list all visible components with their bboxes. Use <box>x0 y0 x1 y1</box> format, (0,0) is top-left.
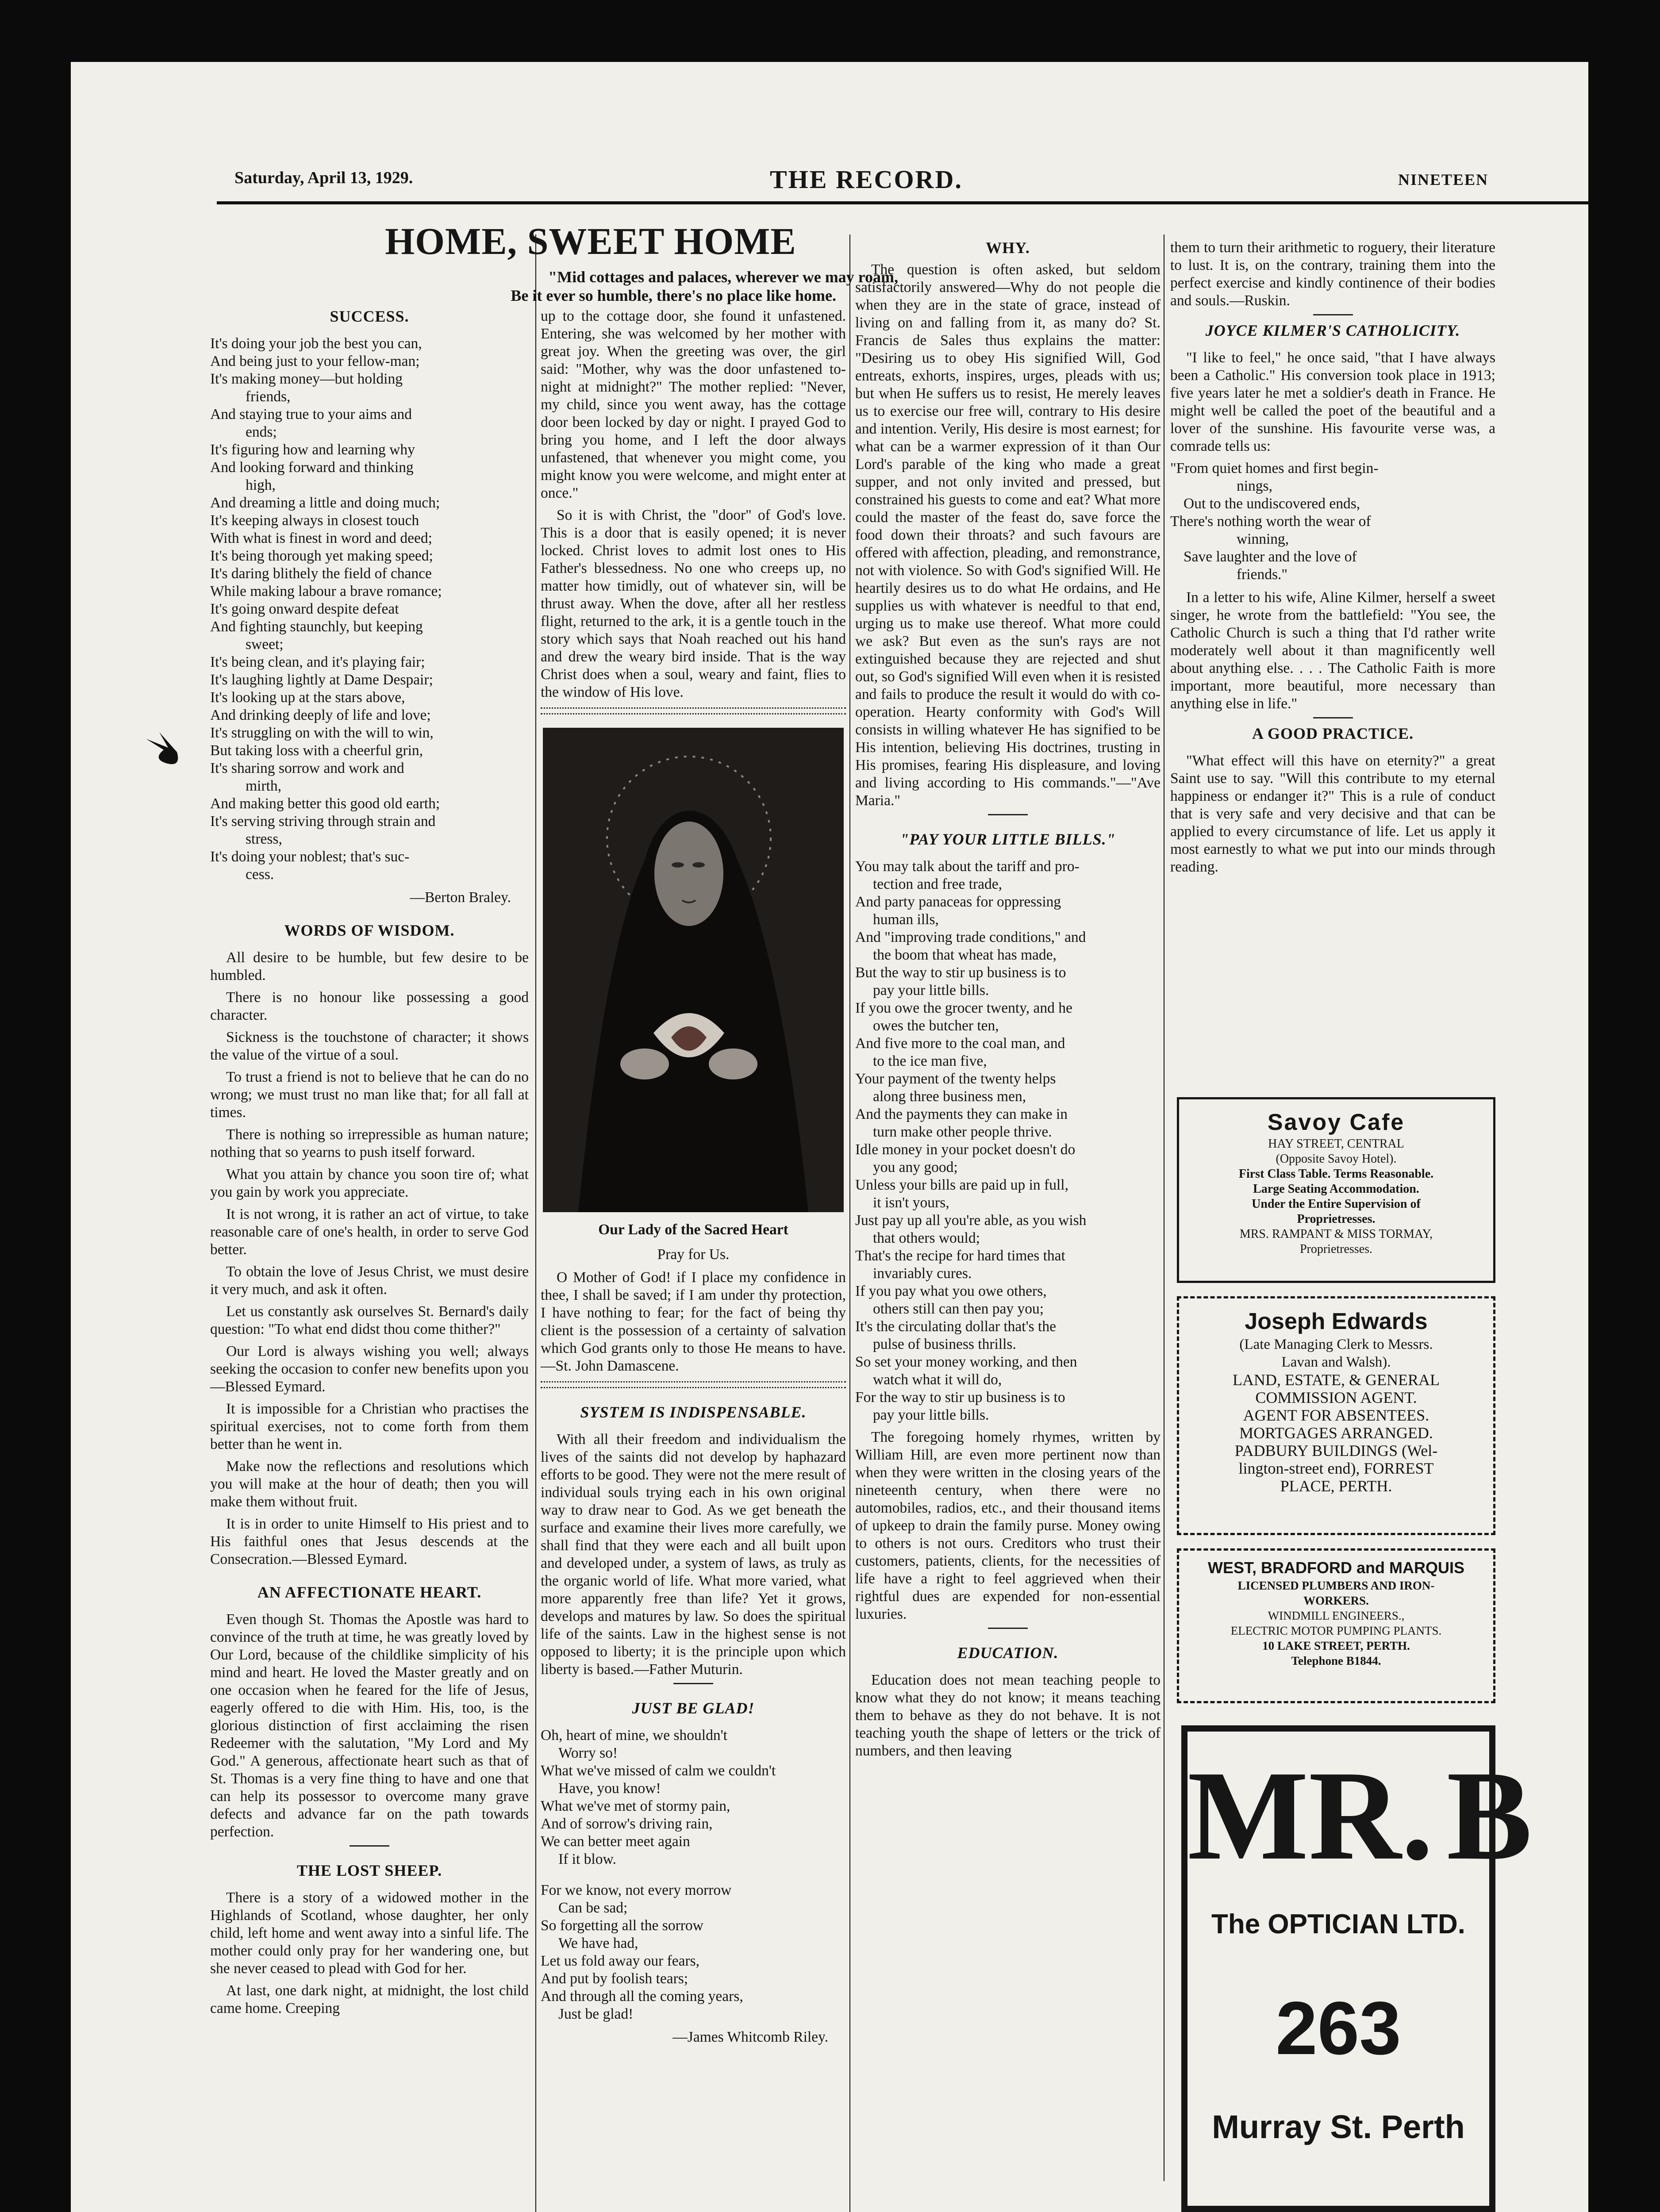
poem-line: And put by foolish tears; <box>541 1970 688 1987</box>
ad-line: MORTGAGES ARRANGED. <box>1239 1424 1433 1442</box>
poem-line: It's the circulating dollar that's the <box>855 1318 1056 1335</box>
poem-line: Just be glad! <box>558 2006 634 2022</box>
poem-line: to the ice man five, <box>873 1053 987 1069</box>
poem-line: the boom that wheat has made, <box>873 947 1057 963</box>
kilmer-para: In a letter to his wife, Aline Kilmer, herself a sweet singer, he wrote from the battlefield: "You see, the Catholic Church is such a thing that I'd rather write moderately well about it than magnificently well about anything else. . . . The Catholic Faith is more important, more beautiful, more necessary than anything else in life." <box>1170 589 1495 712</box>
system-body: With all their freedom and individualism the lives of the saints did not develop by haphazard efforts to be good. They were not the mere result of individual souls trying each in his own original way to draw near to God. As we get beneath the surface and examine their lives more carefully, we shall find that they were each and all built upon and developed under, a system of laws, as truly as the organic world of life. What more varied, what more apparently free than life? Yet it grows, develops and matures by law. So does the spiritual life of the saints. Law in the highest sense is not opposed to liberty; it is the principle upon which liberty is based.—Father Muturin. <box>541 1431 846 1678</box>
poem-line: Idle money in your pocket doesn't do <box>855 1141 1076 1158</box>
title-verse-line: "Mid cottages and palaces, wherever we may roam, <box>548 268 898 286</box>
paper-name: THE RECORD. <box>770 165 963 194</box>
wisdom-heading: WORDS OF WISDOM. <box>284 922 455 939</box>
column-3 <box>855 239 1160 1764</box>
poem-line: watch what it will do, <box>873 1371 1002 1388</box>
poem-line: Worry so! <box>558 1745 618 1761</box>
mr-b-optician-ad <box>1181 1725 1533 2212</box>
success-poem <box>210 335 529 883</box>
wisdom-para: Sickness is the touchstone of character; it shows the value of the virtue of a soul. <box>210 1029 529 1063</box>
section-rule <box>541 1381 846 1388</box>
poem-line: high, <box>246 477 276 493</box>
west-bradford-ad <box>1177 1548 1495 1703</box>
wisdom-body <box>210 949 529 1568</box>
why-body: The question is often asked, but seldom satisfactorily answered—Why do not people die when they are in the state of grace, instead of living on and falling from it, as many do? St. Francis de Sales thus explains the matter: "Desiring us to obey His signified Will, God entreats, exhorts, inspires, urges, pleads with us; but when He suffers us to resist, He merely leaves us to exercise our free will, contrary to His desire and intention. Verily, His desire is most earnest; for what can be a warmer expression of it than Our Lord's parable of the king who made a great supper, and not only invited and pressed, but constrained his guests to come and eat? What more could the master of the feast do, save force the food down their throats? and such favours are offered with affection, pleading, and remonstrance, not with violence. So with God's signified Will. He heartily desires us to do what He ordains, and He supplies us with whatever is needful to that end, urging us to make use thereof. What more could we ask? But even as the sun's rays are not extinguished because they are rejected and shut out, so God's signified Will even when it is resisted and fails to produce the result it would do with co-operation. Hearty conformity with God's Will consists in willing whatever He has signified to be His intention, believing His doctrines, trusting in His promises, fearing His displeasure, and loving and living according to His commands."—"Ave Maria." <box>855 261 1160 809</box>
glad-signature: —James Whitcomb Riley. <box>672 2029 828 2045</box>
title-verse <box>279 268 898 305</box>
newspaper-page <box>71 62 1588 2212</box>
poem-line: human ills, <box>873 911 939 928</box>
ad-line: First Class Table. Terms Reasonable. <box>1238 1167 1434 1181</box>
bills-poem <box>855 858 1160 1424</box>
poem-line: And "improving trade conditions," and <box>855 929 1086 945</box>
sheep-para: So it is with Christ, the "door" of God's love. This is a door that is easily opened; it is never locked. Christ loves to admit lost ones to His Father's blessedness. No one who creeps up, no matter how timidly, out of whatever sin, will be thrust away. When the dove, after all her restless flight, returned to the ark, it is a gentle touch in the story which says that Noah reached out his hand and drew the weary bird inside. That is the way Christ does when a soul, weary and faint, flies to the window of His love. <box>541 507 846 700</box>
poem-line: So forgetting all the sorrow <box>541 1917 703 1934</box>
poem-line: If it blow. <box>558 1851 616 1867</box>
poem-line: mirth, <box>246 778 281 794</box>
poem-line: It's struggling on with the will to win, <box>210 725 434 741</box>
ad-line: WINDMILL ENGINEERS., <box>1268 1609 1405 1622</box>
sheep-para: There is a story of a widowed mother in the Highlands of Scotland, whose daughter, her only child, left home and went away into a sinful life. The mother could only pray for her wandering one, but she never ceased to plead with God for her. <box>210 1889 529 1977</box>
masthead-rule <box>217 201 1588 204</box>
savoy-cafe-ad <box>1177 1097 1495 1283</box>
ad-line: Proprietresses. <box>1299 1242 1373 1256</box>
poem-line: If you owe the grocer twenty, and he <box>855 1000 1072 1016</box>
poem-line: With what is finest in word and deed; <box>210 530 432 546</box>
wisdom-para: To obtain the love of Jesus Christ, we must desire it very much, and ask it often. <box>210 1263 529 1298</box>
page-title: HOME, SWEET HOME <box>385 220 796 262</box>
ad-name: WEST, BRADFORD and MARQUIS <box>1208 1559 1464 1577</box>
kilmer-para: "I like to feel," he once said, "that I have always been a Catholic." His conversion took place in 1913; five years later he met a soldier's death in France. He might well be called the poet of the beautiful and a lover of the sunshine. His favourite verse was, a comrade tells us: <box>1170 349 1495 454</box>
column-2 <box>541 307 846 2055</box>
ad-line: Telephone B1844. <box>1291 1654 1381 1667</box>
practice-body: "What effect will this have on eternity?" a great Saint use to say. "Will this contribute to my eternal happiness or endanger it?" This is a rule of conduct that is very safe and very decisive and that can be applied to every circumstance of life. Let us apply it most earnestly to what we put into our minds through reading. <box>1170 753 1495 875</box>
column-4 <box>1170 239 1495 880</box>
poem-line: you any good; <box>873 1159 958 1175</box>
poem-line: Let us fold away our fears, <box>541 1953 700 1969</box>
column-divider <box>535 234 536 2212</box>
poem-line: It's doing your noblest; that's suc- <box>210 849 410 865</box>
poem-line: For the way to stir up business is to <box>855 1389 1065 1406</box>
poem-line: If you pay what you owe others, <box>855 1283 1047 1299</box>
ad-line: Murray St. Perth <box>1212 2108 1465 2145</box>
practice-heading: A GOOD PRACTICE. <box>1252 725 1414 742</box>
ad-line: (Opposite Savoy Hotel). <box>1276 1152 1397 1166</box>
success-signature: —Berton Braley. <box>410 889 511 906</box>
poem-line: pay your little bills. <box>873 982 989 998</box>
poem-line: invariably cures. <box>873 1265 972 1282</box>
poem-line: It's sharing sorrow and work and <box>210 760 404 776</box>
poem-line: It's daring blithely the field of chance <box>210 565 432 582</box>
ad-logo-b: B <box>1446 1744 1533 1886</box>
ad-line: Proprietresses. <box>1297 1212 1376 1226</box>
poem-line: ends; <box>246 424 277 440</box>
wisdom-para: Let us constantly ask ourselves St. Bernard's daily question: "To what end didst thou come thither?" <box>210 1303 529 1337</box>
ad-line: Lavan and Walsh). <box>1281 1354 1391 1370</box>
ad-logo-mr: MR. <box>1187 1744 1433 1886</box>
page-number: NINETEEN <box>1398 171 1489 188</box>
why-heading: WHY. <box>986 239 1030 257</box>
ad-line: COMMISSION AGENT. <box>1255 1389 1417 1406</box>
poem-line: And staying true to your aims and <box>210 406 412 422</box>
poem-line: Just pay up all you're able, as you wish <box>855 1212 1087 1229</box>
section-rule <box>350 1845 389 1847</box>
poem-line: What we've missed of calm we couldn't <box>541 1763 776 1779</box>
poem-line: It's looking up at the stars above, <box>210 689 405 706</box>
education-body-continued: them to turn their arithmetic to roguery, their literature to lust. It is, on the contrary, training them into the perfect exercise and kindly continence of their bodies and souls.—Ruskin. <box>1170 239 1495 309</box>
poem-line: It's being clean, and it's playing fair; <box>210 654 425 670</box>
bills-commentary: The foregoing homely rhymes, written by William Hill, are even more pertinent now than when they were written in the closing years of the nineteenth century, when there were no automobiles, radios, etc., and their thousand items of upkeep to drain the family purse. Money owing to others is not ours. Creditors who trust their customers, patients, clients, for the necessities of life have a right to feel aggrieved when their rightful dues are expended for non-essential luxuries. <box>855 1429 1160 1622</box>
poem-line <box>541 1868 846 1882</box>
column-divider <box>849 234 850 2212</box>
wisdom-para: It is impossible for a Christian who practises the spiritual exercises, not to come forth from them better than he went in. <box>210 1401 529 1452</box>
poem-line: It's figuring how and learning why <box>210 442 415 458</box>
success-heading: SUCCESS. <box>330 307 409 325</box>
ad-line: PLACE, PERTH. <box>1280 1477 1392 1495</box>
poem-line: Oh, heart of mine, we shouldn't <box>541 1727 727 1743</box>
poem-line: What we've met of stormy pain, <box>541 1798 730 1814</box>
poem-line: It's laughing lightly at Dame Despair; <box>210 672 433 688</box>
poem-line: And being just to your fellow-man; <box>210 353 420 369</box>
poem-line: stress, <box>246 831 282 847</box>
poem-line: And five more to the coal man, and <box>855 1035 1065 1052</box>
poem-line: winning, <box>1237 531 1289 547</box>
picture-subcaption: Pray for Us. <box>657 1246 730 1263</box>
section-rule <box>541 707 846 714</box>
poem-line: tection and free trade, <box>873 876 1003 892</box>
ad-line: (Late Managing Clerk to Messrs. <box>1239 1336 1433 1352</box>
kilmer-heading: JOYCE KILMER'S CATHOLICITY. <box>1205 322 1460 339</box>
sheep-para: At last, one dark night, at midnight, the lost child came home. Creeping <box>210 1982 529 2016</box>
picture-caption: Our Lady of the Sacred Heart <box>598 1221 788 1238</box>
section-rule <box>673 1683 713 1684</box>
ad-line: Under the Entire Supervision of <box>1252 1197 1421 1211</box>
title-verse-line: Be it ever so humble, there's no place like home. <box>511 287 836 304</box>
poem-line: It's making money—but holding <box>210 371 403 387</box>
poem-line: While making labour a brave romance; <box>210 583 442 599</box>
education-body: Education does not mean teaching people to know what they do not know; it means teaching them to behave as they do not behave. It is not teaching youth the shape of letters or the trick of numbers, and then leaving <box>855 1672 1160 1759</box>
poem-line: But taking loss with a cheerful grin, <box>210 742 423 759</box>
poem-line: turn make other people thrive. <box>873 1124 1052 1140</box>
poem-line: Can be sad; <box>558 1900 628 1916</box>
poem-line: Out to the undiscovered ends, <box>1184 495 1360 512</box>
glad-heading: JUST BE GLAD! <box>632 1699 755 1717</box>
poem-line: It's serving striving through strain and <box>210 813 436 830</box>
poem-line: It's doing your job the best you can, <box>210 335 422 352</box>
ad-line: 10 LAKE STREET, PERTH. <box>1262 1639 1410 1652</box>
section-rule <box>1313 314 1353 315</box>
wisdom-para: To trust a friend is not to believe that he can do no wrong; we must trust no man like that; for all fall at times. <box>210 1069 529 1121</box>
poem-line: And fighting staunchly, but keeping <box>210 618 423 635</box>
wisdom-para: There is nothing so irrepressible as human nature; nothing that so yearns to push itself forward. <box>210 1126 529 1160</box>
ink-blot-icon <box>142 726 195 770</box>
poem-line: sweet; <box>246 636 284 653</box>
poem-line: Have, you know! <box>558 1780 661 1797</box>
education-heading: EDUCATION. <box>957 1644 1059 1662</box>
poem-line: And drinking deeply of life and love; <box>210 707 431 723</box>
ad-name: Joseph Edwards <box>1245 1309 1428 1334</box>
glad-poem <box>541 1727 846 2023</box>
section-rule <box>988 1628 1028 1629</box>
sheep-heading: THE LOST SHEEP. <box>296 1862 442 1879</box>
poem-line: cess. <box>246 866 274 883</box>
poem-line: We can better meet again <box>541 1833 690 1850</box>
poem-line: pay your little bills. <box>873 1407 989 1423</box>
poem-line: We have had, <box>558 1935 638 1951</box>
kilmer-verse <box>1170 460 1495 584</box>
sacred-heart-picture <box>543 728 844 1212</box>
ad-line: AGENT FOR ABSENTEES. <box>1243 1406 1429 1424</box>
poem-line: friends, <box>246 388 291 405</box>
wisdom-para: Our Lord is always wishing you well; always seeking the occasion to confer new benefits upon you—Blessed Eymard. <box>210 1343 529 1395</box>
poem-line: It's keeping always in closest touch <box>210 512 419 529</box>
wisdom-para: All desire to be humble, but few desire to be humbled. <box>210 949 529 983</box>
wisdom-para: It is not wrong, it is rather an act of virtue, to take reasonable care of one's health, in order to serve God better. <box>210 1206 529 1258</box>
poem-line: others still can then pay you; <box>873 1301 1044 1317</box>
poem-line: Unless your bills are paid up in full, <box>855 1177 1068 1193</box>
system-heading: SYSTEM IS INDISPENSABLE. <box>580 1403 807 1421</box>
ad-line: HAY STREET, CENTRAL <box>1268 1137 1404 1151</box>
madonna-icon <box>543 728 844 1212</box>
ad-line: LAND, ESTATE, & GENERAL <box>1232 1371 1440 1389</box>
poem-line: For we know, not every morrow <box>541 1882 732 1898</box>
ad-line: MRS. RAMPANT & MISS TORMAY, <box>1239 1227 1433 1241</box>
poem-line: You may talk about the tariff and pro- <box>855 858 1080 875</box>
ad-line: PADBURY BUILDINGS (Wel- <box>1234 1442 1438 1459</box>
wisdom-para: It is in order to unite Himself to His priest and to His faithful ones that Jesus descends at the Consecration.—Blessed Eymard. <box>210 1516 529 1567</box>
section-rule <box>988 814 1028 815</box>
wisdom-para: Make now the reflections and resolutions which you will make at the hour of death; then you will make them without fruit. <box>210 1458 529 1510</box>
ad-line: ELECTRIC MOTOR PUMPING PLANTS. <box>1230 1624 1442 1637</box>
ad-logo <box>1187 1744 1533 1886</box>
ad-line: The OPTICIAN LTD. <box>1211 1909 1466 1939</box>
poem-line: So set your money working, and then <box>855 1354 1077 1370</box>
poem-line: Save laughter and the love of <box>1184 549 1357 565</box>
poem-line: It's going onward despite defeat <box>210 601 399 617</box>
ad-name: Savoy Cafe <box>1267 1110 1405 1135</box>
sheep-para: up to the cottage door, she found it unfastened. Entering, she was welcomed by her mother with great joy. When the greeting was over, the girl said: "Mother, why was the door unfastened to-night at midnight?" The mother replied: "Never, my child, since you went away, has the cottage door been locked by day or night. I prayed God to bring you home, and I left the door always unfastened, that whenever you might come, you might know you were welcome, and might enter at once." <box>541 308 846 501</box>
wisdom-para: What you attain by chance you soon tire of; what you gain by work you appreciate. <box>210 1166 529 1200</box>
ad-line: LICENSED PLUMBERS AND IRON- <box>1237 1579 1435 1592</box>
ad-line: WORKERS. <box>1303 1594 1369 1607</box>
poem-line: "From quiet homes and first begin- <box>1170 460 1379 476</box>
poem-line: nings, <box>1237 478 1272 494</box>
poem-line: And the payments they can make in <box>855 1106 1068 1122</box>
section-rule <box>1313 717 1353 718</box>
poem-line: And dreaming a little and doing much; <box>210 495 440 511</box>
column-1 <box>210 307 529 2022</box>
poem-line: And party panaceas for oppressing <box>855 894 1061 910</box>
poem-line: It's being thorough yet making speed; <box>210 548 433 564</box>
poem-line: that others would; <box>873 1230 980 1246</box>
poem-line: owes the butcher ten, <box>873 1018 999 1034</box>
poem-line: pulse of business thrills. <box>873 1336 1016 1352</box>
prayer-text: O Mother of God! if I place my confidence in thee, I shall be saved; if I am under thy protection, I have nothing to fear; for the fact of being thy client is the possession of a certainty of salvation which God grants only to those He means to have.—St. John Damascene. <box>541 1269 846 1374</box>
ad-line: lington-street end), FORREST <box>1238 1459 1434 1477</box>
poem-line: friends." <box>1237 566 1288 583</box>
wisdom-para: There is no honour like possessing a good character. <box>210 989 529 1023</box>
bills-heading: "PAY YOUR LITTLE BILLS." <box>900 830 1116 848</box>
poem-line: And of sorrow's driving rain, <box>541 1816 713 1832</box>
poem-line: along three business men, <box>873 1088 1026 1105</box>
poem-line: it isn't yours, <box>873 1194 949 1211</box>
poem-line: And through all the coming years, <box>541 1988 743 2005</box>
ad-line: Large Seating Accommodation. <box>1253 1182 1419 1196</box>
heart-heading: AN AFFECTIONATE HEART. <box>257 1583 482 1601</box>
poem-line: And making better this good old earth; <box>210 795 440 812</box>
poem-line: Your payment of the twenty helps <box>855 1071 1056 1087</box>
poem-line: There's nothing worth the wear of <box>1170 513 1371 530</box>
poem-line: And looking forward and thinking <box>210 459 414 476</box>
poem-line: That's the recipe for hard times that <box>855 1248 1065 1264</box>
issue-date: Saturday, April 13, 1929. <box>234 169 413 187</box>
joseph-edwards-ad <box>1177 1296 1495 1535</box>
heart-body: Even though St. Thomas the Apostle was hard to convince of the truth at time, he was greatly loved by Our Lord, because of the childlike simplicity of his mind and heart. He loved the Master greatly and on one occasion when he feared for the life of Jesus, eagerly offered to die with Him. His, too, is the glorious distinction of first acclaiming the risen Redeemer with the salutation, "My Lord and My God." A generous, affectionate heart such as that of St. Thomas is a very fine thing to have and one that can help its possessor to overcome many grave defects and advance far on the path towards perfection. <box>210 1611 529 1840</box>
ad-number: 263 <box>1276 1986 1401 2070</box>
poem-line: But the way to stir up business is to <box>855 964 1066 981</box>
